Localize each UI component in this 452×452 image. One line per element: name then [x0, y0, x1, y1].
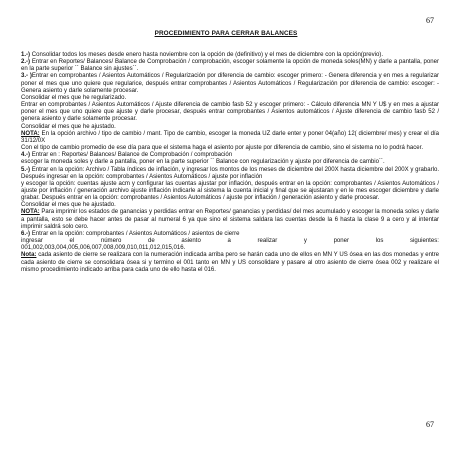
paragraph [21, 209, 439, 230]
paragraph [21, 73, 439, 94]
document-title: PROCEDIMIENTO PARA CERRAR BALANCES [154, 30, 298, 37]
step-label: 4.-) [21, 152, 31, 159]
step-label: 3.- ) [21, 73, 32, 80]
word: poner [333, 238, 350, 245]
paragraph [21, 145, 439, 152]
step-label: 6.-) [21, 230, 31, 237]
note-label: NOTA: [21, 130, 40, 137]
paragraph [21, 167, 439, 181]
paragraph-text: Consolidar el mes que he ajustado. [21, 202, 116, 209]
paragraph [21, 181, 439, 202]
paragraph [21, 124, 439, 131]
paragraph [21, 102, 439, 123]
step-label: 5.-) [21, 166, 31, 173]
paragraph-text: Entrar en la opción: Archivo / Tabla índices de inflación, y ingresar los montos de los meses de diciembre del 200X hasta diciembre del 200X y grabarlo. Después ingresar en la opción: comprobantes / Asientos Automáticos / ajuste por inflación [21, 166, 439, 180]
word: los [375, 238, 384, 245]
paragraph-text: Consolidar todos los meses desde enero hasta noviembre con la opción de (definitivo) y el mes de diciembre con la opción(previo). [30, 52, 384, 58]
paragraph [21, 159, 439, 166]
note-label: NOTA: [21, 209, 40, 216]
paragraph-text: Para imprimir los estados de ganancias y perdidas entrar en Reportes/ ganancias y perdidas/ del mes acumulado y escoger la moneda soles y darle a pantalla, esto se debe hacer antes de pasar al numeral 6 ya que sino el sistema saldara las cuentas desde la 6 hasta la clase 9 a cero y al intentar imprimir saldrá solo cero. [21, 209, 439, 230]
paragraph-text: Con el tipo de cambio promedio de ese día para que el sistema haga el asiento por ajuste por diferencia de cambio, sino el sistema no lo podrá hacer. [21, 145, 424, 152]
page-number-bottom: 67 [426, 420, 434, 429]
paragraph [21, 131, 439, 145]
word: número [100, 238, 122, 245]
step-label: 2.-) [21, 59, 31, 66]
justified-line [21, 238, 439, 245]
word: realizar [257, 238, 278, 245]
paragraph [21, 202, 439, 209]
step-label: 1.-) [21, 52, 31, 58]
word: asiento [181, 238, 201, 245]
paragraph-text: escoger la moneda soles y darle a pantalla, poner en la parte superior `` Balance con regularización y ajuste por diferencia de cambio´´. [21, 159, 385, 166]
paragraph-text: Consolidar el mes que he ajustado. [21, 123, 116, 130]
word: ingresar [21, 238, 43, 245]
word: y [303, 238, 307, 245]
paragraph-text: Entrar en Reportes/ Balances/ Balance de Comprobación / comprobación, escoger solamente la opción de moneda soles(MN) y darle a pantalla, poner en la parte superior `` Balance sin ajustes´´. [21, 59, 439, 73]
paragraph-text: cada asiento de cierre se realizara con la numeración indicada arriba pero se harán cada uno de ellos en MN Y US ósea en las dos monedas y entre cada asiento de cierre se consolidara ósea si y termino el 001 tanto en MN y US consolidare y pasare al otro asiento de cierre ósea 002 y realizare el mismo procedimiento indicado arriba para cada uno de ello hasta el 016. [21, 252, 439, 273]
paragraph-text: Entrar en : Reportes/ Balances/ Balance de Comprobación / comprobación [30, 152, 233, 159]
paragraph [21, 52, 439, 59]
paragraph [21, 252, 439, 273]
paragraph [21, 59, 439, 73]
word: de [147, 238, 155, 245]
note-label: Nota: [21, 252, 37, 259]
document-body [21, 52, 439, 274]
paragraph-text: Entrar en comprobantes / Asientos Automáticos / Regularización por diferencia de cambio: escoger primero: - Genera diferencia y en mes a regularizar poner el mes que uno quiere que regularice, después entrar comprobantes / Asientos Automáticos / Regularización por diferencia de cambio: escoger: - Genera asiento y darle solamente procesar. [21, 73, 439, 94]
word: siguientes: [410, 238, 439, 245]
paragraph [21, 231, 439, 238]
page-number-top: 67 [426, 16, 434, 25]
paragraph [21, 152, 439, 159]
paragraph [21, 95, 439, 102]
paragraph-text: En la opción archivo / tipo de cambio / mant. Tipo de cambio, escoger la moneda UZ darle enter y poner 04(año) 12( diciembre/ mes) y crear el día 31/12/0X [21, 130, 439, 144]
paragraph-text: y escoger la opción: cuentas ajuste acm y configurar las cuentas ajustar por inflación, después entrar en la opción: comprobantes / Asientos Automáticos / ajuste por inflación / generación archivo ajuste inflación indicarle al sistema la cuenta inicial y final que se ajustaran y en le mes escoger diciembre y darle grabar. Después entrar en la opción: comprobantes / Asientos Automáticos / ajuste por inflación / generación asiento y darle procesar. [21, 180, 439, 202]
entry-numbers: 001,002,003,004,005,006,007,008,009,010,011,012,015,016. [21, 245, 186, 252]
word: a [227, 238, 231, 245]
word: el [69, 238, 75, 245]
paragraph-text: Consolidar el mes que he regularizado. [21, 94, 127, 101]
paragraph-text: Entrar en comprobantes / Asientos Automáticos / Ajuste diferencia de cambio fasb 52 y escoger primero: - Cálculo diferencia MN Y U$ y en mes a ajustar poner el mes que uno quiere que ajuste y darle procesar, después entrar comprobantes / Asientos automáticos / Ajuste diferencia de cambio fasb 52 / genera asiento y darle solamente procesar. [21, 102, 439, 123]
paragraph-text: Entrar en la opción: comprobantes / Asientos Automáticos / asientos de cierre [30, 230, 240, 237]
